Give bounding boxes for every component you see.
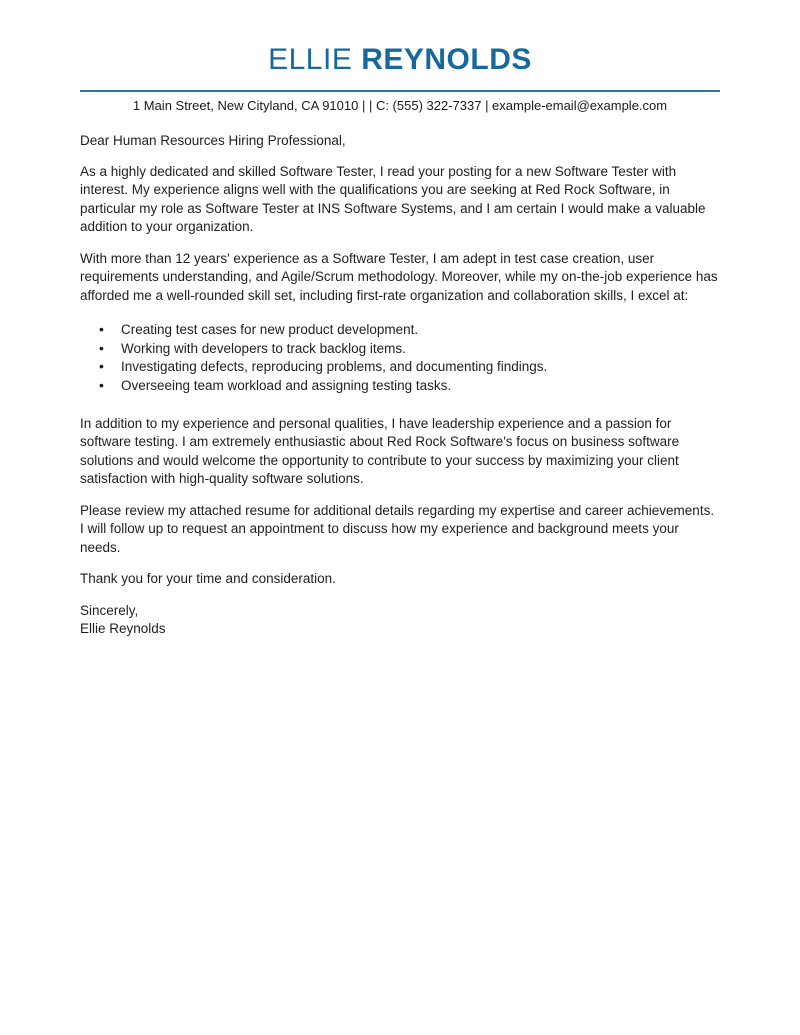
header-divider bbox=[80, 90, 720, 92]
letter-header bbox=[80, 42, 720, 114]
list-item: • Creating test cases for new product development. bbox=[80, 321, 720, 340]
paragraph-experience: With more than 12 years' experience as a Software Tester, I am adept in test case creation, user requirements understanding, and Agile/Scrum methodology. Moreover, while my on-the-job experience has afforded me a well-rounded skill set, including first-rate organization and collaboration skills, I excel at: bbox=[80, 250, 718, 303]
page-title bbox=[80, 42, 720, 78]
salutation: Dear Human Resources Hiring Professional, bbox=[80, 133, 346, 148]
list-item: • Investigating defects, reproducing problems, and documenting findings. bbox=[80, 358, 720, 377]
list-item: • Working with developers to track backlog items. bbox=[80, 340, 720, 359]
first-name: ELLIE bbox=[268, 43, 353, 76]
paragraph-resume: Please review my attached resume for additional details regarding my expertise and career achievements. I will follow up to request an appointment to discuss how my experience and background meets your needs. bbox=[80, 502, 715, 555]
last-name: REYNOLDS bbox=[361, 43, 532, 76]
skills-bullet-list bbox=[80, 321, 720, 396]
contact-info: 1 Main Street, New Cityland, CA 91010 | | C: (555) 322-7337 | example-email@example.com bbox=[132, 98, 668, 113]
letter-body bbox=[80, 132, 720, 639]
signature-name: Ellie Reynolds bbox=[80, 621, 166, 637]
list-item: • Overseeing team workload and assigning testing tasks. bbox=[80, 377, 720, 396]
paragraph-leadership: In addition to my experience and personal qualities, I have leadership experience and a passion for software testing. I am extremely enthusiastic about Red Rock Software's focus on business software solutions and would welcome the opportunity to contribute to your success by maximizing your client satisfaction with high-quality software solutions. bbox=[80, 415, 680, 487]
paragraph-intro: As a highly dedicated and skilled Software Tester, I read your posting for a new Software Tester with interest. My experience aligns well with the qualifications you are seeking at Red Rock Software, in particular my role as Software Tester at INS Software Systems, and I am certain I would make a valuable addition to your organization. bbox=[80, 163, 706, 234]
paragraph-thanks: Thank you for your time and consideration. bbox=[80, 571, 336, 587]
valediction: Sincerely, bbox=[80, 602, 139, 618]
